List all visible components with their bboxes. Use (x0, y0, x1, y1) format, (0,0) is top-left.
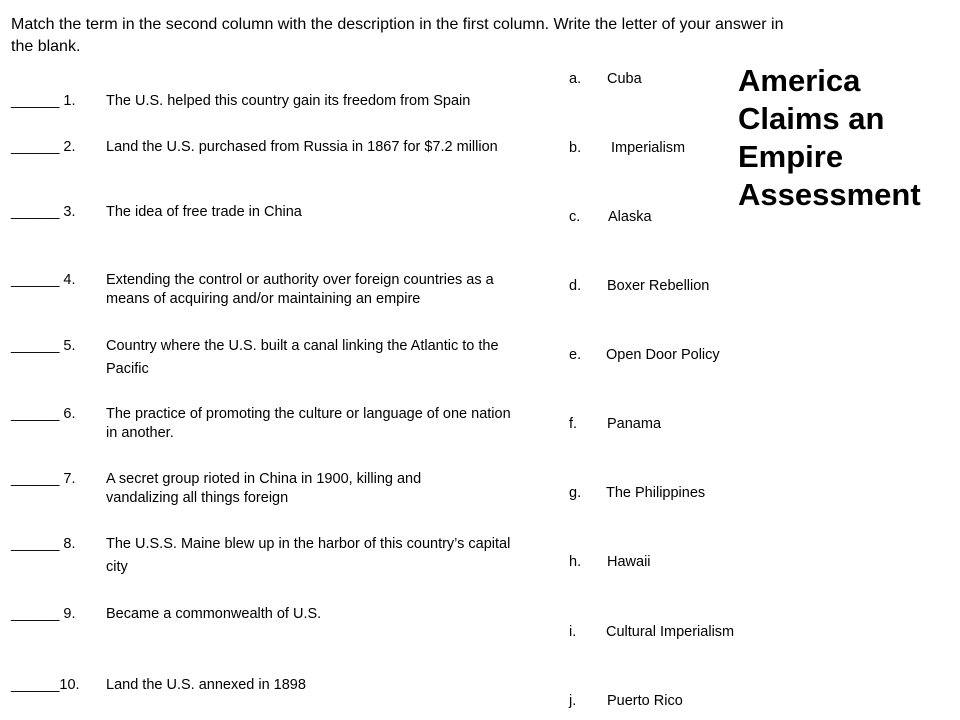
question-text: Land the U.S. purchased from Russia in 1867 for $7.2 million (106, 139, 498, 155)
choice-letter: b. (569, 140, 582, 156)
answer-blank[interactable]: ______ 6. (11, 406, 76, 422)
choice-letter: a. (569, 71, 582, 87)
title-line: Assessment (738, 177, 921, 212)
answer-blank[interactable]: ______ 5. (11, 338, 76, 354)
answer-blank[interactable]: ______10. (11, 677, 80, 693)
title-line: Claims an (738, 101, 885, 136)
choice-letter: f. (569, 416, 578, 432)
question-text: Land the U.S. annexed in 1898 (106, 677, 306, 693)
answer-blank[interactable]: ______ 2. (11, 139, 76, 155)
page-title (738, 62, 953, 214)
answer-blank[interactable]: ______ 1. (11, 93, 76, 109)
answer-blank[interactable]: ______ 4. (11, 272, 76, 288)
choice-letter: i. (569, 624, 577, 640)
choice-text: Cuba (607, 71, 642, 87)
question-text: Became a commonwealth of U.S. (106, 606, 322, 622)
instructions: Match the term in the second column with the description in the first column. Write the letter of your answer in the blank. (11, 16, 784, 55)
title-line: America (738, 63, 861, 98)
question-text: The U.S. helped this country gain its freedom from Spain (106, 93, 471, 109)
choice-letter: e. (569, 347, 582, 363)
choice-text: Alaska (608, 209, 652, 225)
question-text: The U.S.S. Maine blew up in the harbor of this country’s capital city (106, 536, 511, 575)
choice-letter: h. (569, 554, 582, 570)
answer-blank[interactable]: ______ 8. (11, 536, 76, 552)
answer-blank[interactable]: ______ 3. (11, 204, 76, 220)
choice-letter: j. (569, 693, 577, 709)
choice-letter: g. (569, 485, 582, 501)
choice-text: Cultural Imperialism (606, 624, 735, 640)
question-text: The practice of promoting the culture or language of one nation in another. (106, 406, 511, 441)
choice-text: Boxer Rebellion (607, 278, 710, 294)
question-text: The idea of free trade in China (106, 204, 302, 220)
choice-letter: d. (569, 278, 582, 294)
choice-text: Open Door Policy (606, 347, 720, 363)
answer-blank[interactable]: ______ 7. (11, 471, 76, 487)
choice-text: Hawaii (607, 554, 651, 570)
question-text: A secret group rioted in China in 1900, killing and vandalizing all things foreign (106, 471, 422, 506)
choice-text: Puerto Rico (607, 693, 683, 709)
choice-text: The Philippines (606, 485, 706, 501)
choice-letter: c. (569, 209, 581, 225)
question-text: Extending the control or authority over foreign countries as a means of acquiring and/or maintaining an empire (106, 272, 494, 307)
answer-blank[interactable]: ______ 9. (11, 606, 76, 622)
question-text: Country where the U.S. built a canal linking the Atlantic to the Pacific (106, 338, 499, 377)
choice-text: Imperialism (611, 140, 686, 156)
title-line: Empire (738, 139, 844, 174)
choice-text: Panama (607, 416, 662, 432)
